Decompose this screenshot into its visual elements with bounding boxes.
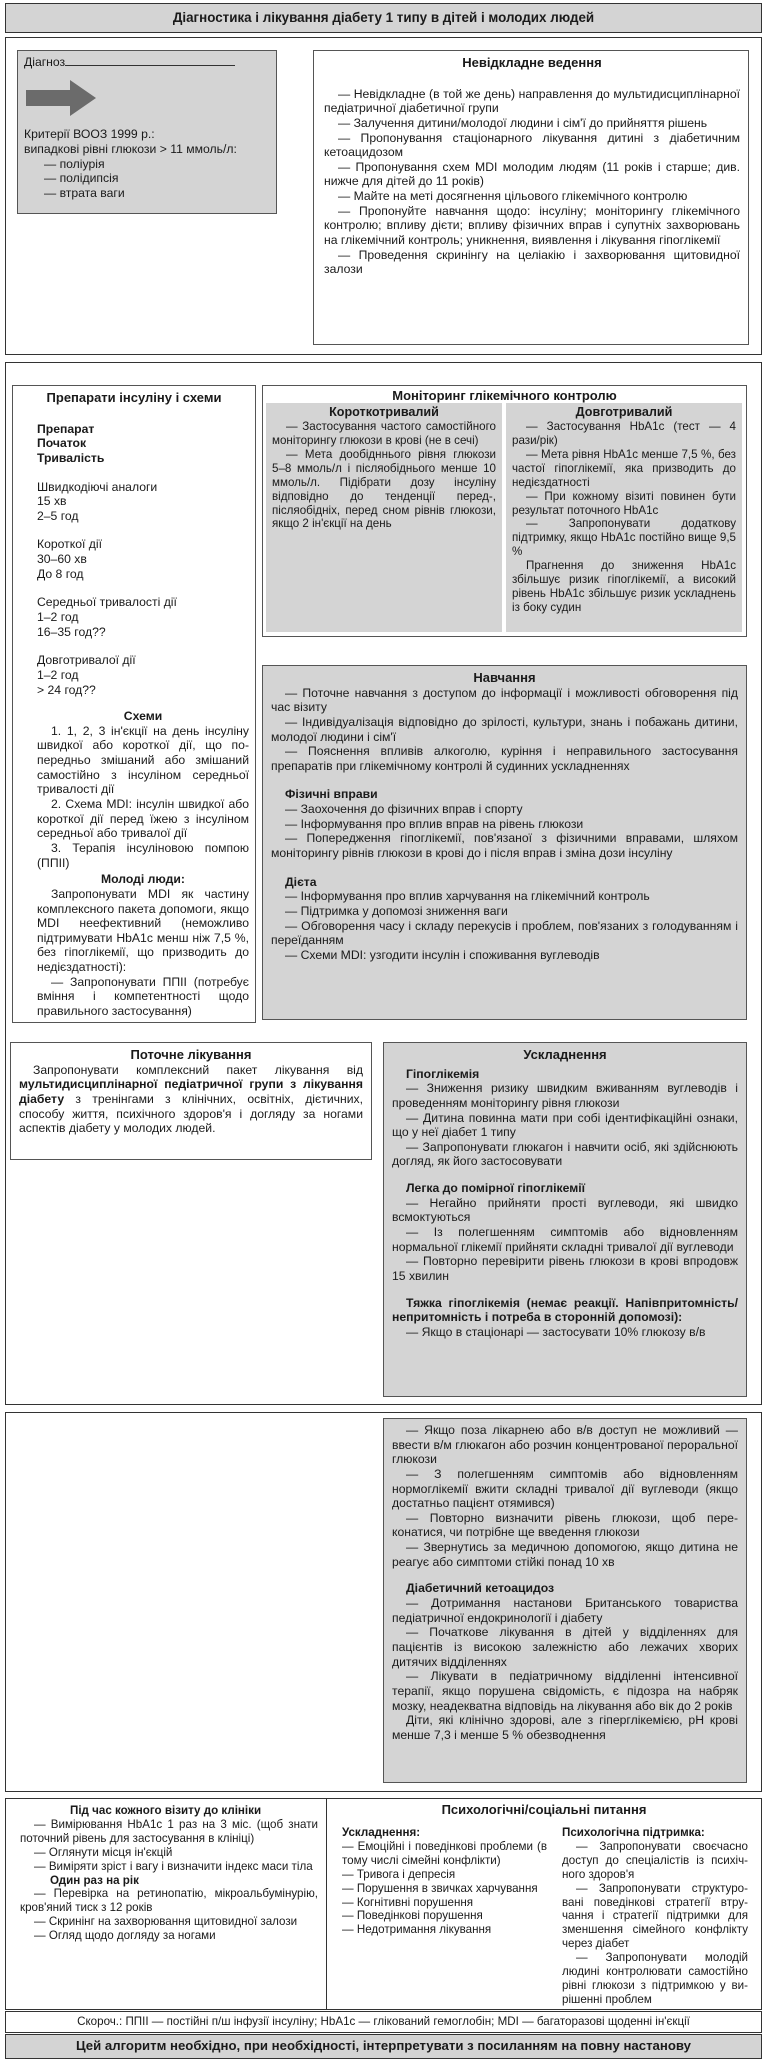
- criteria-item: — втрата ваги: [44, 185, 125, 200]
- insulin-type-name: Довготривалої дії: [37, 653, 136, 668]
- insulin-type: [37, 537, 249, 581]
- criteria-title: Критерії ВООЗ 1999 р.:: [24, 127, 155, 142]
- visit-item: — Виміряти зріст і вагу і визначити індекс маси тіла: [34, 1859, 313, 1873]
- arrow-right-icon: [26, 80, 96, 116]
- diagnosis-box: [17, 50, 277, 214]
- insulin-type-duration: До 8 год: [37, 566, 84, 581]
- head-drug: Препарат: [37, 421, 95, 436]
- insulin-type-onset: 15 хв: [37, 494, 67, 509]
- complications-title: Ускладнення: [523, 1047, 607, 1062]
- insulin-type-name: Середньої тривалості дії: [37, 595, 177, 610]
- long-term-item: — Запропонувати додаткову підтримку, якщо HbA1c постійно вище 9,5 %: [512, 517, 736, 559]
- urgent-item: — Пропонування стаціонарного лікування дитині з діабетичним кетоацидозом: [324, 130, 740, 160]
- insulin-type-duration: > 24 год??: [37, 682, 96, 697]
- long-term-item: Прагнення до зниження HbA1c збільшує ризик гіпоглікемії, а високий рівень HbA1c збільшує ризик ускладнень із боку судин: [512, 559, 736, 614]
- urgent-title: Невідкладне ведення: [462, 55, 602, 70]
- head-duration: Тривалість: [37, 450, 105, 465]
- short-term-item: — Застосування частого самостійного моніторингу глюкози в крові (не в сечі): [272, 420, 496, 448]
- complications-continued-box: [383, 1418, 747, 1783]
- ongoing-title: Поточне лікування: [130, 1047, 252, 1062]
- dka-item: — Початкове лікування в дітей у відділеннях для пацієнтів із високою залежністю або лежачих хворих дитячих відділеннях: [392, 1625, 738, 1669]
- diet-item: — Підтримка у допомозі зниження ваги: [285, 903, 508, 918]
- monitoring-short-term: [266, 403, 502, 632]
- insulin-type: [37, 595, 249, 639]
- long-term-item: — Застосування HbA1c (тест — 4 рази/рік): [512, 420, 736, 448]
- urgent-management-box: [313, 50, 749, 345]
- education-title: Навчання: [473, 670, 536, 685]
- education-item: — Пояснення впливів алкоголю, куріння і неправильного застосування препаратів при глікемічному контролі й судинних ускладненнях: [271, 744, 738, 773]
- psych-compl-item: — Недотримання лікування: [342, 1923, 492, 1937]
- ongoing-text: [19, 1063, 363, 1136]
- exercise-item: — Інформування про вплив вправ на рівень глюкози: [285, 816, 584, 831]
- young-people-item: Запропонувати MDI як частину комплексного пакета допомоги, якщо MDI неефективний (неможливо підтримувати HbA1c менш ніж 7,5 %, без гіпоглікемії, що призводить до недієздатності):: [37, 886, 249, 975]
- scheme-item: 3. Терапія інсуліновою помпою (ППІІ): [37, 840, 249, 870]
- insulin-type-onset: 1–2 год: [37, 667, 79, 682]
- severe-hypo-item: — Звернутись за медичною допомогою, якщо дитина не реагує або симптоми стійкі понад 10 хв: [392, 1540, 738, 1569]
- severe-hypo-title: Тяжка гіпоглікемія (немає реакції. Напівпритомність/непритомність і потреба в сторонній допомозі):: [392, 1295, 738, 1325]
- education-item: — Індивідуалізація відповідно до зрілості, культури, знань і побажань дитини, молодої людини і сім'ї: [271, 714, 738, 744]
- exercise-item: — Заохочення до фізичних вправ і спорту: [285, 802, 523, 817]
- psych-support-title: Психологічна підтримка:: [562, 1826, 705, 1839]
- psych-support-item: — Запропонувати структуровані поведінкові стратегії втручання і стратегії підтримки для зменшення сімейного конфлікту через діабет: [562, 1881, 748, 1951]
- diagnosis-blank-line: [65, 65, 235, 66]
- long-term-item: — Мета рівня HbA1c менше 7,5 %, без частої гіпоглікемії, яка призводить до недієздатності: [512, 447, 736, 489]
- monitoring-long-term: [506, 403, 742, 632]
- severe-hypo-item: — З полегшенням симптомів або відновленням нормоглікемії вжити складні тривалої дії вуглеводи (якщо достатньо пацієнт отямився): [392, 1466, 738, 1511]
- urgent-item: — Залучення дитини/молодої людини і сім'ї до прийняття рішень: [338, 115, 708, 130]
- hypo-item: — Запропонувати глюкагон і навчити осіб, які здійснюють догляд, як його застосовувати: [392, 1139, 738, 1169]
- urgent-item: — Проведення скринінгу на целіакію і захворювання щитовидної залози: [324, 247, 740, 277]
- criteria-item: — полідипсія: [44, 171, 119, 186]
- psych-support-item: — Запропонувати своєчасно доступ до спеціалістів із психічного здоров'я: [562, 1839, 748, 1881]
- hypo-title: Гіпоглікемія: [406, 1066, 480, 1081]
- exercise-title: Фізичні вправи: [285, 787, 378, 802]
- short-term-item: — Мета дообідннього рівня глюкози 5–8 ммоль/л і післяобіднього менше 10 ммоль/л. Підібрати дозу інсуліну відповідно до тенденції перед-, післяобідніх, перед сном рівнів глюкози, якщо 2 ін'єкції на день: [272, 447, 496, 531]
- visits-column: [10, 1802, 322, 2004]
- head-onset: Початок: [37, 436, 87, 451]
- ongoing-text-bold: мультидисциплінарної педіатричної групи з лікування діабету: [19, 1077, 363, 1106]
- page-title: Діагностика і лікування діабету 1 типу в дітей і молодих людей: [5, 3, 762, 33]
- monitoring-title: Моніторинг глікемічного контролю: [392, 388, 617, 403]
- urgent-item: — Пропонування схем MDI молодим людям (11 років і старше; див. нижче для дітей до 11 років): [324, 159, 740, 189]
- dka-item: — Лікувати в педіатричному відділенні інтенсивної терапії, якщо порушена свідомість, є підозра на набряк мозку, неадекватна відповідь на лікування або вік до 2 років: [392, 1669, 738, 1713]
- insulin-type: [37, 480, 249, 524]
- criteria-item: — поліурія: [44, 156, 105, 171]
- diet-item: — Обговорення часу і складу перекусів і проблем, пов'язаних з голодуванням і переїданням: [271, 918, 738, 948]
- psych-title: Психологічні/соціальні питання: [441, 1802, 647, 1817]
- diet-item: — Схеми MDI: узгодити інсулін і споживання вуглеводів: [285, 947, 600, 962]
- dka-item: Діти, які клінічно здорові, але з гіперглікемією, pH крові менше 7,3 і менше 5 % обезводнення: [392, 1713, 738, 1742]
- psych-compl-item: — Тривога і депресія: [342, 1867, 456, 1881]
- urgent-item: — Майте на меті досягнення цільового глікемічного контролю: [338, 189, 688, 204]
- yearly-item: — Огляд щодо догляду за ногами: [34, 1929, 216, 1943]
- severe-hypo-item: — Якщо в стаціонарі — застосувати 10% глюкозу в/в: [406, 1324, 706, 1339]
- ongoing-text-c: з тренінгами з клінічних, освітніх, дієтичних, способу життя, психічного здоров'я і догляду за ногами аспектів діабету у молодих людей.: [19, 1091, 363, 1136]
- visit-item: — Вимірювання HbA1c 1 раз на 3 міс. (щоб знати поточний рівень для застосування в клініці): [20, 1817, 318, 1845]
- insulin-type-name: Швидкодіючі аналоги: [37, 479, 158, 494]
- yearly-item: — Скринінг на захворювання щитовидної залози: [34, 1915, 298, 1929]
- mild-hypo-item: — Повторно перевірити рівень глюкози в крові впродовж 15 хвилин: [392, 1254, 738, 1283]
- scheme-item: 1. 1, 2, 3 ін'єкції на день інсуліну швидкої або короткої дії, що попередньо змішаний або змішаний самостійно з інсуліном середньої тривалості дії: [37, 723, 249, 797]
- psych-compl-item: — Емоційні і поведінкові проблеми (в тому числі сімейні конфлікти): [342, 1839, 547, 1867]
- abbreviations: Скороч.: ППІІ — постійні п/ш інфузії інсуліну; HbA1c — глікований гемоглобін; MDI — багаторазові щоденні ін'єкції: [5, 2011, 762, 2033]
- ongoing-treatment-box: [10, 1042, 372, 1160]
- long-term-title: Довготривалий: [575, 405, 673, 419]
- psych-compl-item: — Порушення в звичках харчування: [342, 1881, 538, 1895]
- urgent-item: — Невідкладне (в той же день) направлення до мультидисциплінарної педіатричної діабетичної групи: [324, 86, 740, 116]
- insulin-table-head: [37, 422, 249, 466]
- visits-title: Під час кожного візиту до клініки: [70, 1804, 262, 1817]
- urgent-item: — Пропонуйте навчання щодо: інсуліну; моніторингу глікемічного контролю; впливу дієти; впливу фізичних вправ і супутніх захворювань на глікемічний контроль; уникнення, виявлення і лікування гіпоглікемії: [324, 203, 740, 247]
- yearly-title: Один раз на рік: [50, 1873, 139, 1887]
- schemes-title: Схеми: [123, 709, 163, 724]
- scheme-item: 2. Схема MDI: інсулін швидкої або короткої дії перед їжею з інсуліном середньої або тривалої дії: [37, 797, 249, 841]
- insulin-type-duration: 2–5 год: [37, 508, 79, 523]
- insulin-type-name: Короткої дії: [37, 537, 102, 552]
- diet-title: Дієта: [285, 874, 317, 889]
- severe-hypo-item: — Повторно визначити рівень глюкози, щоб переконатися, чи потрібне ще введення глюкози: [392, 1510, 738, 1540]
- psych-support-item: — Запропонувати молодій людині контролювати самостійно рівні глюкози з підтримкою у вирішенні проблем: [562, 1951, 748, 2006]
- psych-support: [562, 1826, 748, 2007]
- psych-compl-item: — Поведінкові порушення: [342, 1909, 483, 1923]
- complications-box: [383, 1042, 747, 1397]
- psych-compl-item: — Когнітивні порушення: [342, 1895, 474, 1909]
- insulin-type-onset: 30–60 хв: [37, 552, 87, 567]
- dka-title: Діабетичний кетоацидоз: [406, 1581, 555, 1596]
- visit-item: — Оглянути місця ін'єкцій: [34, 1845, 173, 1859]
- insulin-type-onset: 1–2 год: [37, 610, 79, 624]
- hypo-item: — Зниження ризику швидким вживанням вуглеводів і проведенням моніторингу рівня глюкози: [392, 1081, 738, 1110]
- diet-item: — Інформування про вплив харчування на глікемічний контроль: [285, 889, 650, 904]
- insulin-type-duration: 16–35 год??: [37, 624, 106, 639]
- long-term-item: — При кожному візиті повинен бути результат поточного HbA1c: [512, 489, 736, 517]
- young-people-item: — Запропонувати ППІІ (потребує вміння і компетентності щодо правильного застосування): [37, 974, 249, 1019]
- mild-hypo-item: — Із полегшенням симптомів або відновленням нормальної глікемії прийняти складні тривалої дії вуглеводи: [392, 1225, 738, 1254]
- insulin-schemes: [37, 709, 249, 1018]
- ongoing-text-a: Запропонувати комплексний пакет лікування від: [33, 1062, 363, 1077]
- mild-hypo-item: — Негайно прийняти прості вуглеводи, які швидко всмоктуються: [392, 1195, 738, 1225]
- exercise-item: — Попередження гіпоглікемії, пов'язаної з фізичними вправами, шляхом моніторингу рівнів глюкози в крові до і після вправ і зміна дози інсуліну: [271, 831, 738, 860]
- insulin-box: [12, 385, 256, 1023]
- young-people-title: Молоді люди:: [101, 872, 185, 887]
- insulin-type: [37, 653, 249, 697]
- dka-item: — Дотримання настанови Британського товариства педіатричної ендокринології і діабету: [392, 1596, 738, 1625]
- psych-compl-title: Ускладнення:: [342, 1826, 421, 1839]
- short-term-title: Короткотривалий: [329, 405, 439, 419]
- psych-column: [330, 1800, 758, 2006]
- yearly-item: — Перевірка на ретинопатію, мікроальбумінурію, кров'яний тиск з 12 років: [20, 1887, 318, 1915]
- hypo-item: — Дитина повинна мати при собі ідентифікаційні ознаки, що у неї діабет 1 типу: [392, 1110, 738, 1140]
- mild-hypo-title: Легка до помірної гіпоглікемії: [406, 1181, 586, 1196]
- diagnosis-label: Діагноз: [24, 55, 66, 69]
- education-item: — Поточне навчання з доступом до інформації і можливості обговорення під час візиту: [271, 685, 738, 715]
- education-box: [262, 665, 747, 1020]
- criteria-line: випадкові рівні глюкози > 11 ммоль/л:: [24, 141, 237, 156]
- footer-note: Цей алгоритм необхідно, при необхідності, інтерпретувати з посиланням на повну настанову: [5, 2034, 762, 2059]
- severe-hypo-item: — Якщо поза лікарнею або в/в доступ не можливий — ввести в/м глюкагон або розчин концентрованої пероральної глюкози: [392, 1423, 738, 1467]
- diagnosis-label-row: [24, 55, 270, 70]
- psych-complications: [342, 1826, 547, 1937]
- insulin-title: Препарати інсуліну і схеми: [46, 390, 222, 405]
- column-divider: [326, 1798, 327, 2010]
